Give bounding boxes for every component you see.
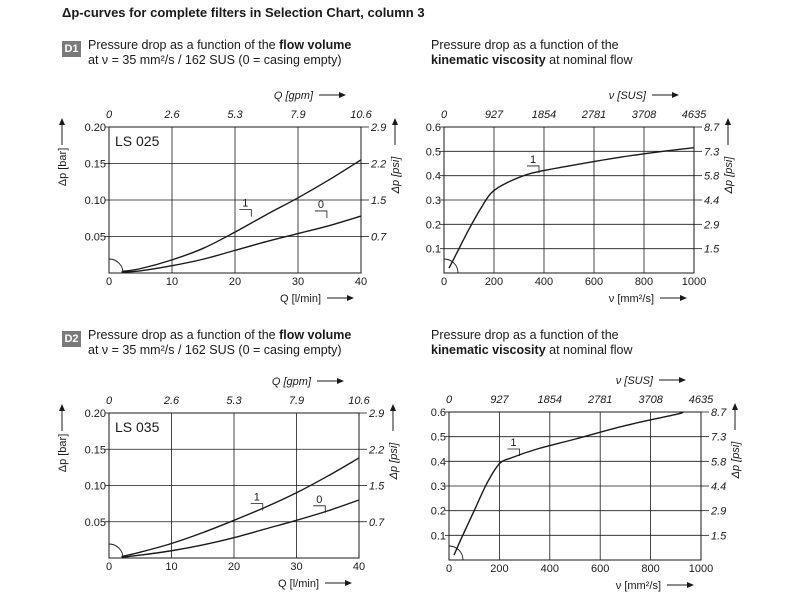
d1-flow-title: LS 025 [115,133,160,149]
d2-viscosity-xtick-label: 1000 [688,563,714,575]
d1-flow-x2label-arrow-head [339,92,346,98]
d1-flow-x2tick-label: 5.3 [227,109,243,121]
caption-bold: flow volume [279,38,352,52]
d1-flow-x2tick-label: 0 [105,109,113,121]
d2-flow-y2label: Δp [psi] [388,442,400,480]
d2-viscosity-x2tick-label: 2781 [587,394,613,406]
d1-viscosity-ytick-label: 0.2 [425,219,441,232]
d1-viscosity-y2tick-label: 8.7 [704,122,720,134]
d2-viscosity-xlabel: ν [mm²/s] [615,580,661,592]
d1-viscosity-y2tick-label: 2.9 [704,219,720,232]
d1-viscosity-x2label: ν [SUS] [608,90,646,102]
d2-viscosity-origin-arc [449,546,463,560]
d2-flow-ylabel-arrow-head [59,404,65,411]
d1-viscosity-ytick-label: 0.1 [425,243,441,256]
d2-viscosity-y2tick-label: 5.8 [711,456,727,469]
d2-viscosity-ytick-label: 0.6 [430,407,446,419]
section-badge-d2: D2 [62,331,81,347]
d1-flow-annotation-leader [239,209,251,216]
d1-viscosity-xtick-label: 0 [440,276,448,288]
d2-viscosity-ytick-label: 0.4 [430,456,446,469]
d2-viscosity-x2label-arrow-head [679,377,686,383]
d1-flow-origin-arc [109,259,123,273]
d1-flow-xtick-label: 0 [105,276,113,288]
d1-viscosity-y2tick-label: 1.5 [704,243,720,256]
d2-viscosity-y2label-arrow-head [732,403,738,410]
d2-flow-ytick-label: 0.05 [84,516,106,529]
d2-flow-x2tick-label: 5.3 [226,395,242,407]
d1-flow-ytick-label: 0.20 [84,122,106,134]
d1-flow-xlabel: Q [l/min] [280,293,321,305]
d1-flow-y2tick-label: 2.9 [371,122,387,134]
d1-flow-xtick-label: 30 [291,276,305,288]
d2-viscosity-annotation-1: 1 [510,437,517,449]
d2-flow-x2label: Q [gpm] [271,376,311,388]
d1-viscosity-x2tick-label: 2781 [581,109,607,121]
d2-flow-y2tick-label: 2.2 [369,444,385,457]
d1-flow-ylabel: Δp [bar] [57,147,69,187]
d2-viscosity-y2tick-label: 2.9 [711,505,727,518]
d2-viscosity-x2tick-label: 3708 [638,394,663,406]
d1-flow-x2tick-label: 10.6 [350,109,372,121]
d2-flow-series-1-line [122,458,360,557]
d1-viscosity-y2label-arrow-head [725,118,731,125]
d2-viscosity-xlabel-arrow-head [687,582,694,588]
d1-flow-x2label: Q [gpm] [273,90,313,102]
d2-flow-x2tick-label: 0 [105,395,113,407]
d1-flow-x2tick-label: 7.9 [290,109,306,121]
d2-flow-xlabel-arrow-head [345,580,352,586]
d2-viscosity-ytick-label: 0.5 [430,431,446,444]
d2-flow-xtick-label: 0 [105,561,113,573]
d1-viscosity-ytick-label: 0.4 [425,170,441,183]
d1-viscosity-x2tick-label: 927 [484,109,504,121]
d2-viscosity-y2tick-label: 7.3 [711,431,727,444]
d1-flow-xtick-label: 20 [228,276,242,288]
page-title: Δp-curves for complete filters in Selection Chart, column 3 [62,5,425,20]
d2-flow-series-0-line [122,500,360,557]
d2-viscosity-ytick-label: 0.3 [430,481,446,493]
d1-viscosity-ytick-label: 0.5 [425,146,441,159]
d2-flow-ytick-label: 0.20 [84,408,106,420]
d1-viscosity-origin-arc [444,259,458,273]
d1-flow-y2label: Δp [psi] [390,156,402,194]
caption-text: at nominal flow [545,343,633,357]
d2-viscosity-ytick-label: 0.2 [430,505,446,518]
d2-flow-x2tick-label: 7.9 [288,395,305,407]
d1-viscosity-y2tick-label: 7.3 [704,146,720,159]
d2-viscosity-x2tick-label: 1854 [537,394,563,406]
d1-flow-ytick-label: 0.10 [84,195,106,207]
d2-flow-x2label-arrow-head [337,378,344,384]
d1-flow-y2tick-label: 2.2 [371,158,387,171]
caption-text: at ν = 35 mm²/s / 162 SUS (0 = casing empty) [88,343,342,357]
d1-viscosity-xtick-label: 400 [534,276,554,288]
d1-flow-annotation-1: 1 [242,197,249,210]
d1-flow-annotation-0: 0 [317,198,324,211]
d1-viscosity-annotation-1: 1 [529,153,537,166]
d1-flow-xlabel-arrow-head [347,295,354,301]
d2-viscosity-ytick-label: 0.1 [430,530,446,543]
d1-flow-ytick-label: 0.15 [84,158,106,171]
d2-flow-ylabel: Δp [bar] [57,433,69,473]
d1-viscosity-xtick-label: 200 [484,276,504,288]
d2-viscosity-xtick-label: 600 [591,563,610,575]
d1-viscosity-x2tick-label: 4635 [681,109,707,121]
d1-viscosity-series-1-line [449,148,694,268]
d2-viscosity-x2label: ν [SUS] [615,375,653,387]
d1-viscosity-xlabel-arrow-head [680,295,687,301]
d1-flow-ylabel-arrow-head [59,118,65,125]
d1-viscosity-y2tick-label: 5.8 [704,170,720,183]
d2-viscosity-x2tick-label: 927 [490,394,509,406]
caption-bold: kinematic viscosity [431,53,546,67]
d2-viscosity-y2label: Δp [psi] [730,441,742,479]
d1-viscosity-xtick-label: 600 [584,276,604,288]
d1-viscosity-xtick-label: 1000 [681,276,707,288]
d2-flow-y2tick-label: 0.7 [369,516,385,529]
d1-viscosity-x2label-arrow-head [672,92,679,98]
d2-flow-origin-arc [109,544,123,558]
d1-viscosity-y2label: Δp [psi] [723,156,735,194]
d2-flow-y2tick-label: 1.5 [369,480,385,493]
d2-flow-xtick-label: 40 [352,561,366,573]
d2-viscosity-xtick-label: 200 [490,563,509,575]
d1-viscosity-y2tick-label: 4.4 [704,195,720,207]
d1-flow-y2tick-label: 0.7 [371,231,387,244]
d2-viscosity-xtick-label: 800 [641,563,660,575]
caption-text: at nominal flow [545,53,633,67]
d1-flow-y2label-arrow-head [392,118,398,125]
d1-flow-xtick-label: 10 [165,276,179,288]
d2-flow-annotation-1: 1 [253,491,260,504]
caption-bold: kinematic viscosity [431,343,546,357]
d2-flow-y2label-arrow-head [390,404,396,411]
caption-text: Pressure drop as a function of the [88,328,280,342]
d1-flow-annotation-leader [315,211,327,218]
d1-viscosity-x2tick-label: 1854 [531,109,557,121]
d2-flow-xtick-label: 10 [165,561,178,573]
d2-flow-y2tick-label: 2.9 [369,408,385,420]
d1-flow-series-1-line [122,160,361,272]
d1-viscosity-x2tick-label: 0 [440,109,448,121]
d2-viscosity-y2tick-label: 8.7 [711,407,727,419]
d2-flow-xtick-label: 20 [227,561,241,573]
d2-viscosity-y2tick-label: 1.5 [711,530,727,543]
d1-flow-ytick-label: 0.05 [84,231,106,244]
d2-viscosity-xtick-label: 0 [445,563,453,575]
d1-viscosity-xtick-label: 800 [634,276,654,288]
d1-flow-x2tick-label: 2.6 [164,109,180,121]
d2-viscosity-y2tick-label: 4.4 [711,481,727,493]
d1-viscosity-xlabel: ν [mm²/s] [608,293,654,305]
d2-viscosity-series-1-line [454,412,683,555]
d1-viscosity-ytick-label: 0.3 [425,195,441,207]
caption-text: Pressure drop as a function of the [431,38,619,52]
section-badge-d1: D1 [62,41,81,57]
d1-flow-y2tick-label: 1.5 [371,195,387,207]
d2-flow-xlabel: Q [l/min] [278,578,319,590]
d2-flow-x2tick-label: 2.6 [163,395,180,407]
d2-viscosity-x2tick-label: 4635 [688,394,714,406]
d1-viscosity-x2tick-label: 3708 [631,109,657,121]
d2-flow-x2tick-label: 10.6 [348,395,370,407]
caption-bold: flow volume [279,328,352,342]
d2-viscosity-xtick-label: 400 [540,563,559,575]
d1-viscosity-ytick-label: 0.6 [425,122,441,134]
d2-viscosity-x2tick-label: 0 [445,394,453,406]
d2-flow-ytick-label: 0.10 [84,480,106,493]
caption-text: Pressure drop as a function of the [431,328,619,342]
caption-text: at ν = 35 mm²/s / 162 SUS (0 = casing empty) [88,53,342,67]
d2-flow-title: LS 035 [115,419,160,435]
d2-flow-xtick-label: 30 [290,561,303,573]
caption-text: Pressure drop as a function of the [88,38,280,52]
d1-flow-xtick-label: 40 [354,276,368,288]
d2-flow-ytick-label: 0.15 [84,444,106,457]
d2-flow-annotation-0: 0 [316,493,323,506]
